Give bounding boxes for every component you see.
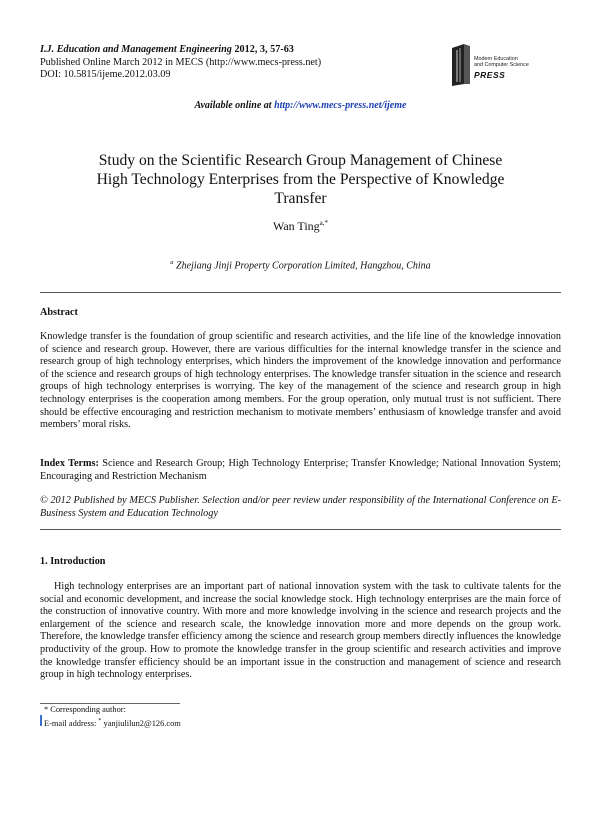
journal-link[interactable]: http://www.mecs-press.net/ijeme: [274, 100, 407, 111]
text-cursor: [40, 715, 42, 726]
logo-line-2: and Computer Science: [474, 61, 529, 68]
logo-line-1: Modern Education: [474, 56, 518, 62]
email-mark: *: [98, 717, 102, 724]
paper-title: [40, 151, 561, 208]
introduction-body: High technology enterprises are an important part of national innovation system with the task to cultivate talents for the social and economic development, and increase the social knowledge stock. High technology enterprises are the main force of the construction of innovative country. With more and more knowledge involving in the science and research projects and the enlargement of the science and research scale, the knowledge innovation more and more depends on the group work. Therefore, the knowledge transfer efficiency among the science and research group members directly influences the knowledge productivity of the group. How to promote the knowledge transfer in the group scientific and research activities and improve the knowledge transfer efficiency should be an important issue in the construction and management of science and research group in high technology enterprises.: [40, 581, 561, 681]
author-name: Wan Ting: [272, 219, 320, 233]
footnote-divider: [40, 703, 180, 704]
author: [0, 219, 601, 234]
introduction-heading: 1. Introduction: [40, 556, 106, 567]
index-terms-label: Index Terms:: [40, 458, 99, 469]
journal-name: I.J. Education and Management Engineering: [40, 44, 232, 55]
corresponding-author: * Corresponding author:: [44, 705, 126, 714]
index-terms: [40, 458, 561, 483]
email-line: [44, 716, 181, 729]
email-label: E-mail address:: [44, 718, 99, 728]
available-online: [0, 100, 601, 111]
abstract-heading: Abstract: [40, 307, 78, 318]
title-line-3: Transfer: [274, 190, 327, 207]
title-line-2: High Technology Enterprises from the Perspective of Knowledge: [96, 171, 505, 188]
affiliation-text: Zhejiang Jinji Property Corporation Limited, Hangzhou, China: [173, 260, 431, 272]
divider: [40, 529, 561, 530]
volume-info: 2012, 3, 57-63: [231, 44, 294, 55]
abstract-body: Knowledge transfer is the foundation of group scientific and research activities, and the life line of the knowledge innovation of science and research group. However, there are various difficulties for the internal knowledge transfer in the science and research group of high technology enterprises, which hinders the improvement of the knowledge innovation and performance of the science and research groups of high technology enterprises. The knowledge transfer situation in the science and research groups of high technology enterprises is worrying. The key of the management of the science and research group in high technology enterprises is the cooperation among members. For the group operation, only mutual trust is not sufficient. There should be effective encouraging and restriction mechanism to motivate members’ enthusiasm of knowledge transfer and avoid members’ moral risks.: [40, 331, 561, 431]
logo-text: [474, 57, 529, 68]
published-line: Published Online March 2012 in MECS (http://www.mecs-press.net): [40, 56, 322, 68]
affiliation-mark: a: [170, 259, 174, 266]
email-address[interactable]: yanjiulilun2@126.com: [101, 718, 181, 728]
journal-citation: [40, 44, 321, 57]
journal-header: [40, 44, 321, 82]
copyright-notice: © 2012 Published by MECS Publisher. Selection and/or peer review under responsibility of the International Conference on E-Business System and Education Technology: [40, 495, 561, 519]
available-label: Available online at: [194, 100, 275, 111]
logo-press: PRESS: [474, 70, 506, 80]
title-line-1: Study on the Scientific Research Group Management of Chinese: [98, 152, 503, 169]
affiliation: [0, 259, 601, 271]
author-marks: a,*: [319, 219, 329, 227]
divider: [40, 292, 561, 293]
doi-line: DOI: 10.5815/ijeme.2012.03.09: [40, 69, 171, 80]
index-terms-text: Science and Research Group; High Technology Enterprise; Transfer Knowledge; National Innovation System; Encouraging and Restriction Mechanism: [40, 458, 561, 482]
footnote: [44, 705, 181, 729]
